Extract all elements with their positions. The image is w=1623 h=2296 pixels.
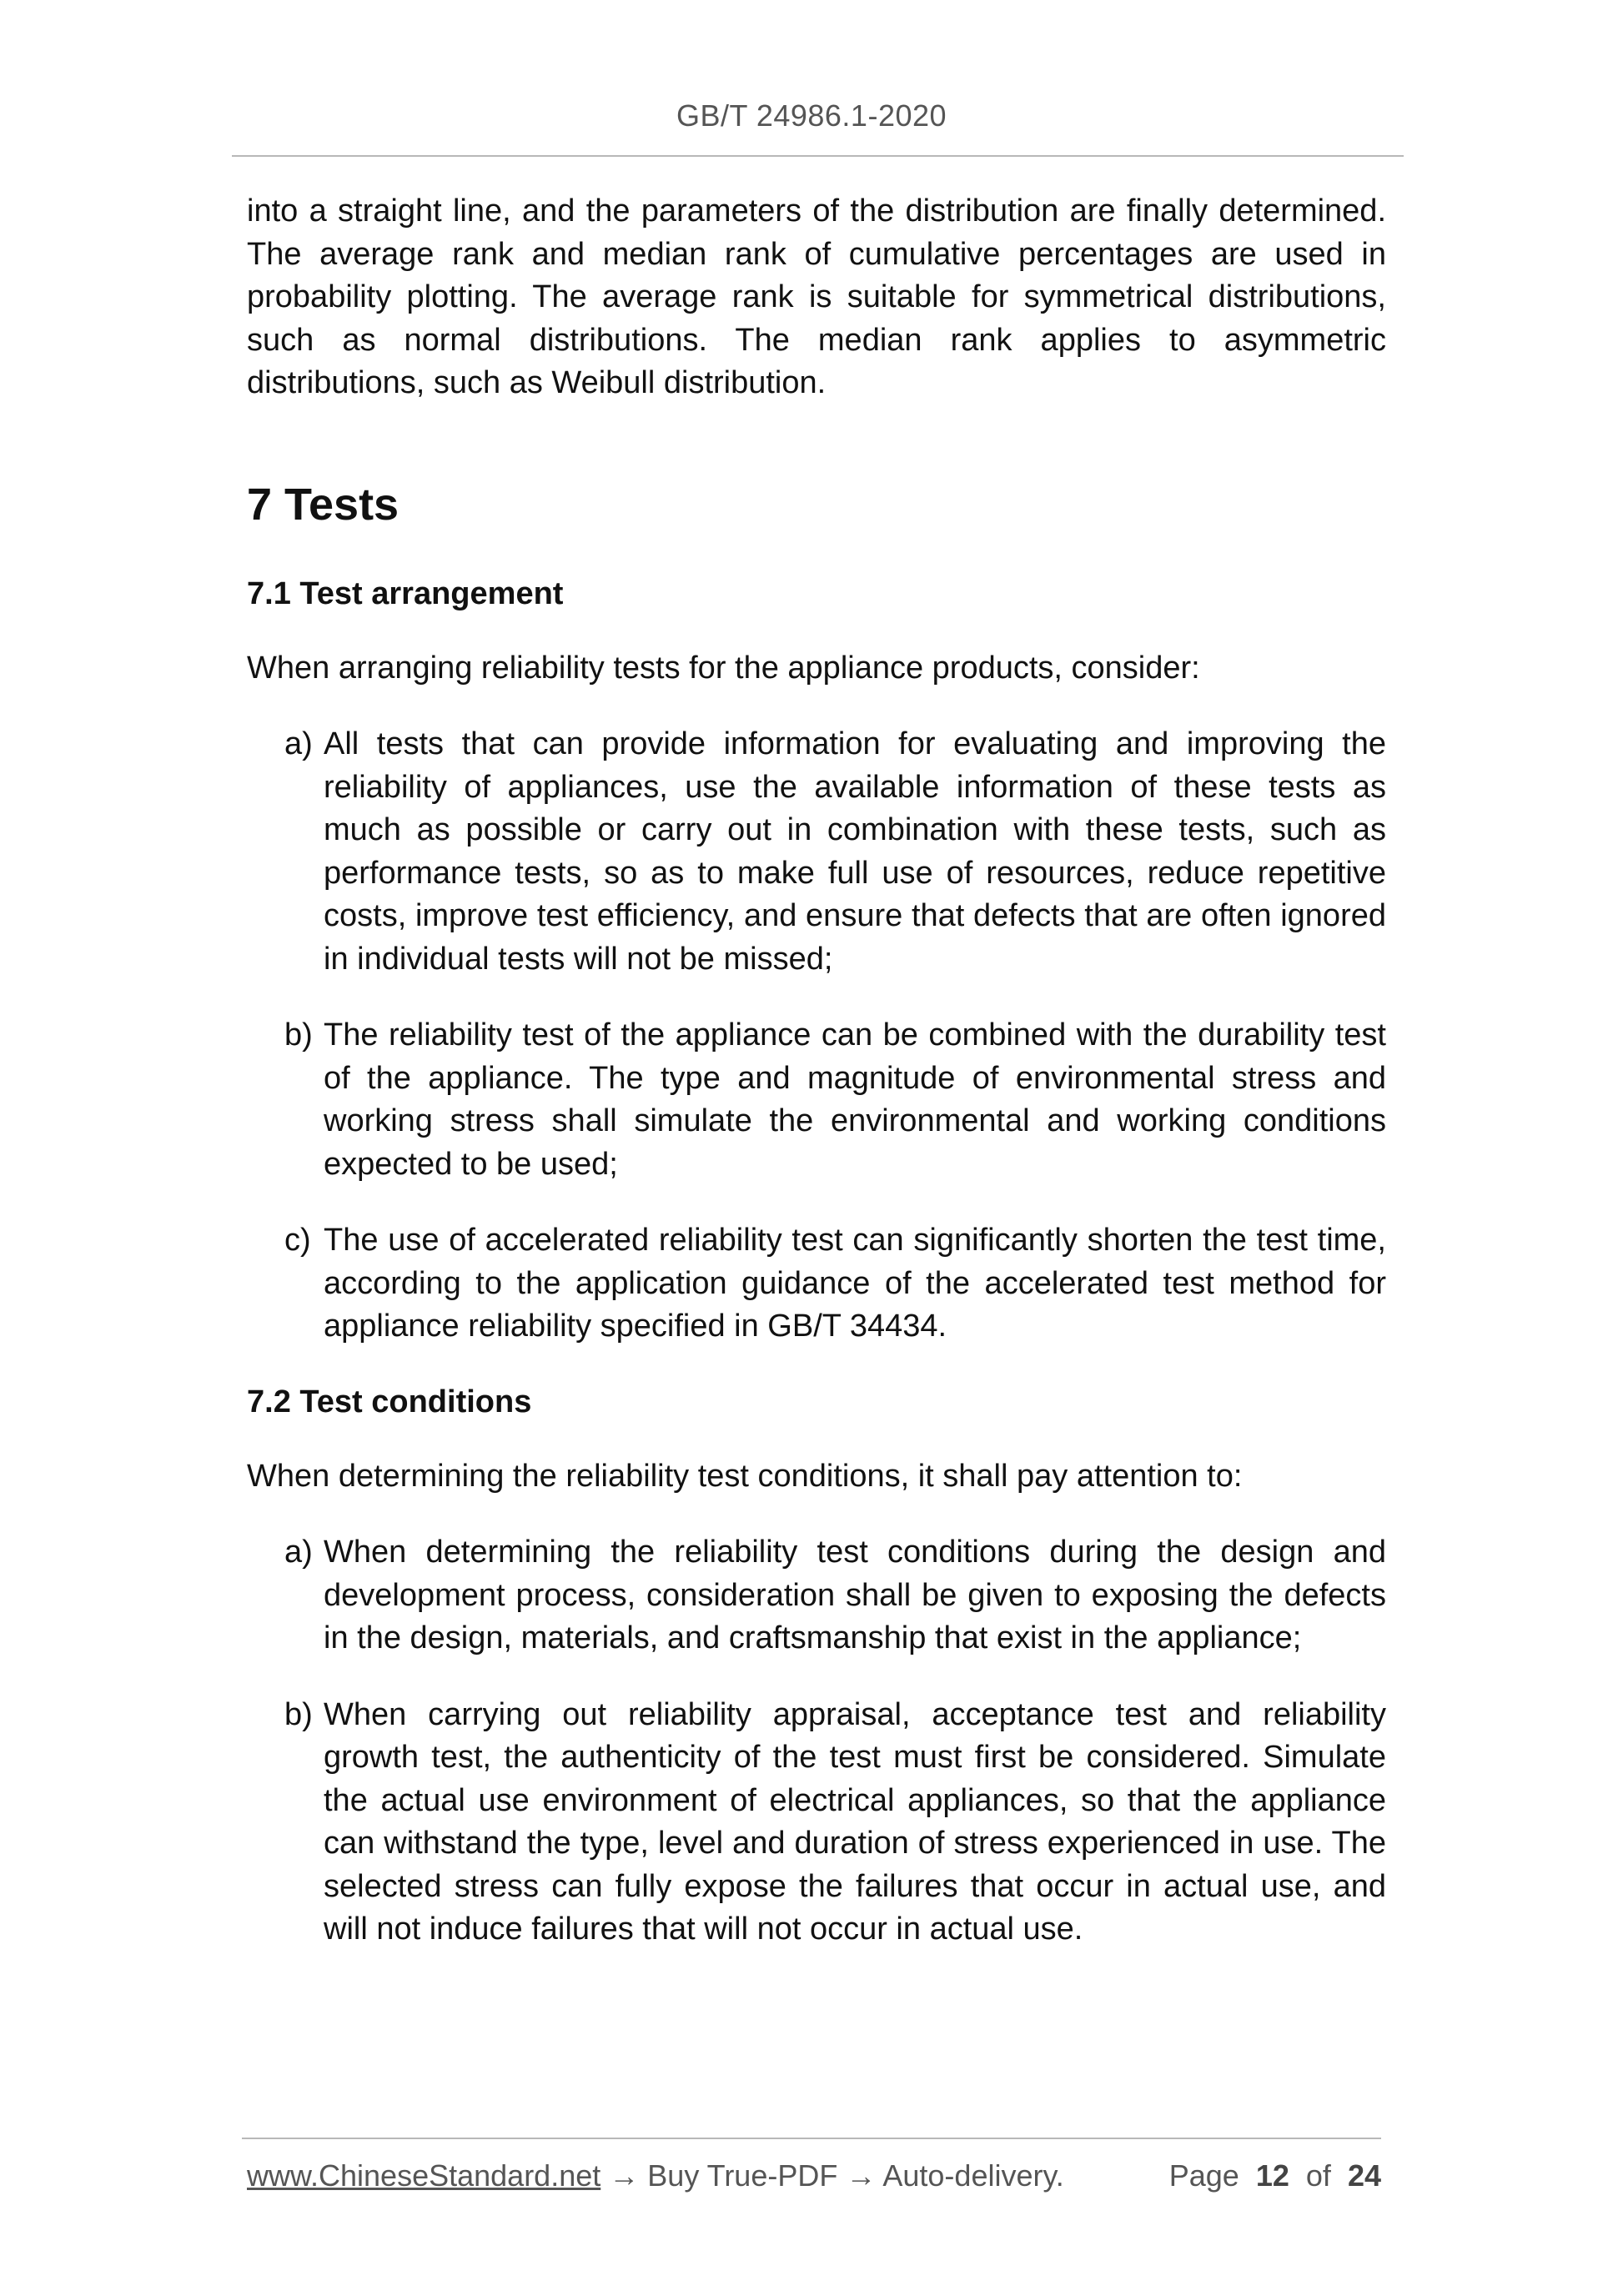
footer-links [247, 2158, 1064, 2193]
list-item [247, 1014, 1386, 1186]
current-page-number: 12 [1255, 2158, 1289, 2193]
subsection-7-2-list [247, 1531, 1386, 1952]
list-item-text: All tests that can provide information for evaluating and improving the reliability of appliances, use the available information of these tests as much as possible or carry out in combination with these tests, such as performance tests, so as to make full use of resources, reduce repetitive costs, improve test efficiency, and ensure that defects that are often ignored in individual tests will not be missed; [324, 726, 1386, 977]
header-divider [232, 155, 1404, 157]
page-word: Page [1168, 2158, 1239, 2193]
arrow-right-icon: → [609, 2158, 640, 2193]
list-marker: a) [284, 1535, 313, 1570]
auto-delivery-text: Auto-delivery. [882, 2158, 1064, 2193]
page-indicator [1169, 2158, 1381, 2193]
total-pages-number: 24 [1347, 2158, 1381, 2193]
arrow-right-icon: → [846, 2158, 877, 2193]
list-item-text: When carrying out reliability appraisal, acceptance test and reliability growth test, the authenticity of the test must first be considered. Simulate the actual use environment of electrical appliances, so that the appliance can withstand the type, level and duration of stress experienced in use. The selected stress can fully expose the failures that occur in actual use, and will not induce failures that will not occur in actual use. [324, 1696, 1386, 1947]
of-word: of [1305, 2158, 1331, 2193]
list-item [247, 1531, 1386, 1660]
subsection-7-2-heading: 7.2 Test conditions [247, 1384, 532, 1419]
page-content [247, 190, 1386, 1985]
subsection-7-1-list [247, 723, 1386, 1349]
document-header-title: GB/T 24986.1-2020 [676, 98, 947, 133]
footer-divider [242, 2138, 1381, 2139]
list-item [247, 723, 1386, 981]
list-item-text: The use of accelerated reliability test can significantly shorten the test time, according to the application guidance of the accelerated test method for appliance reliability specified in GB/T 34434. [324, 1223, 1386, 1344]
section-7-heading: 7 Tests [247, 479, 399, 530]
subsection-7-1-heading: 7.1 Test arrangement [247, 575, 564, 611]
list-marker: b) [284, 1696, 313, 1732]
buy-true-pdf-text: Buy True-PDF [647, 2158, 838, 2193]
list-marker: c) [284, 1223, 311, 1258]
list-marker: b) [284, 1017, 313, 1053]
subsection-7-2-intro: When determining the reliability test conditions, it shall pay attention to: [247, 1458, 1243, 1494]
subsection-7-1-intro: When arranging reliability tests for the appliance products, consider: [247, 650, 1200, 686]
continued-paragraph: into a straight line, and the parameters of the distribution are finally determined. The average rank and median rank of cumulative percentages are used in probability plotting. The average rank is suitable for symmetrical distributions, such as normal distributions. The median rank applies to asymmetric distributions, such as Weibull distribution. [247, 193, 1386, 400]
list-item [247, 1219, 1386, 1349]
website-link[interactable]: www.ChineseStandard.net [247, 2158, 601, 2193]
list-item-text: When determining the reliability test conditions during the design and development process, consideration shall be given to exposing the defects in the design, materials, and craftsmanship that exist in the appliance; [324, 1535, 1386, 1655]
list-marker: a) [284, 726, 313, 761]
list-item-text: The reliability test of the appliance can be combined with the durability test of the appliance. The type and magnitude of environmental stress and working stress shall simulate the environmental and working conditions expected to be used; [324, 1017, 1386, 1182]
list-item [247, 1694, 1386, 1952]
